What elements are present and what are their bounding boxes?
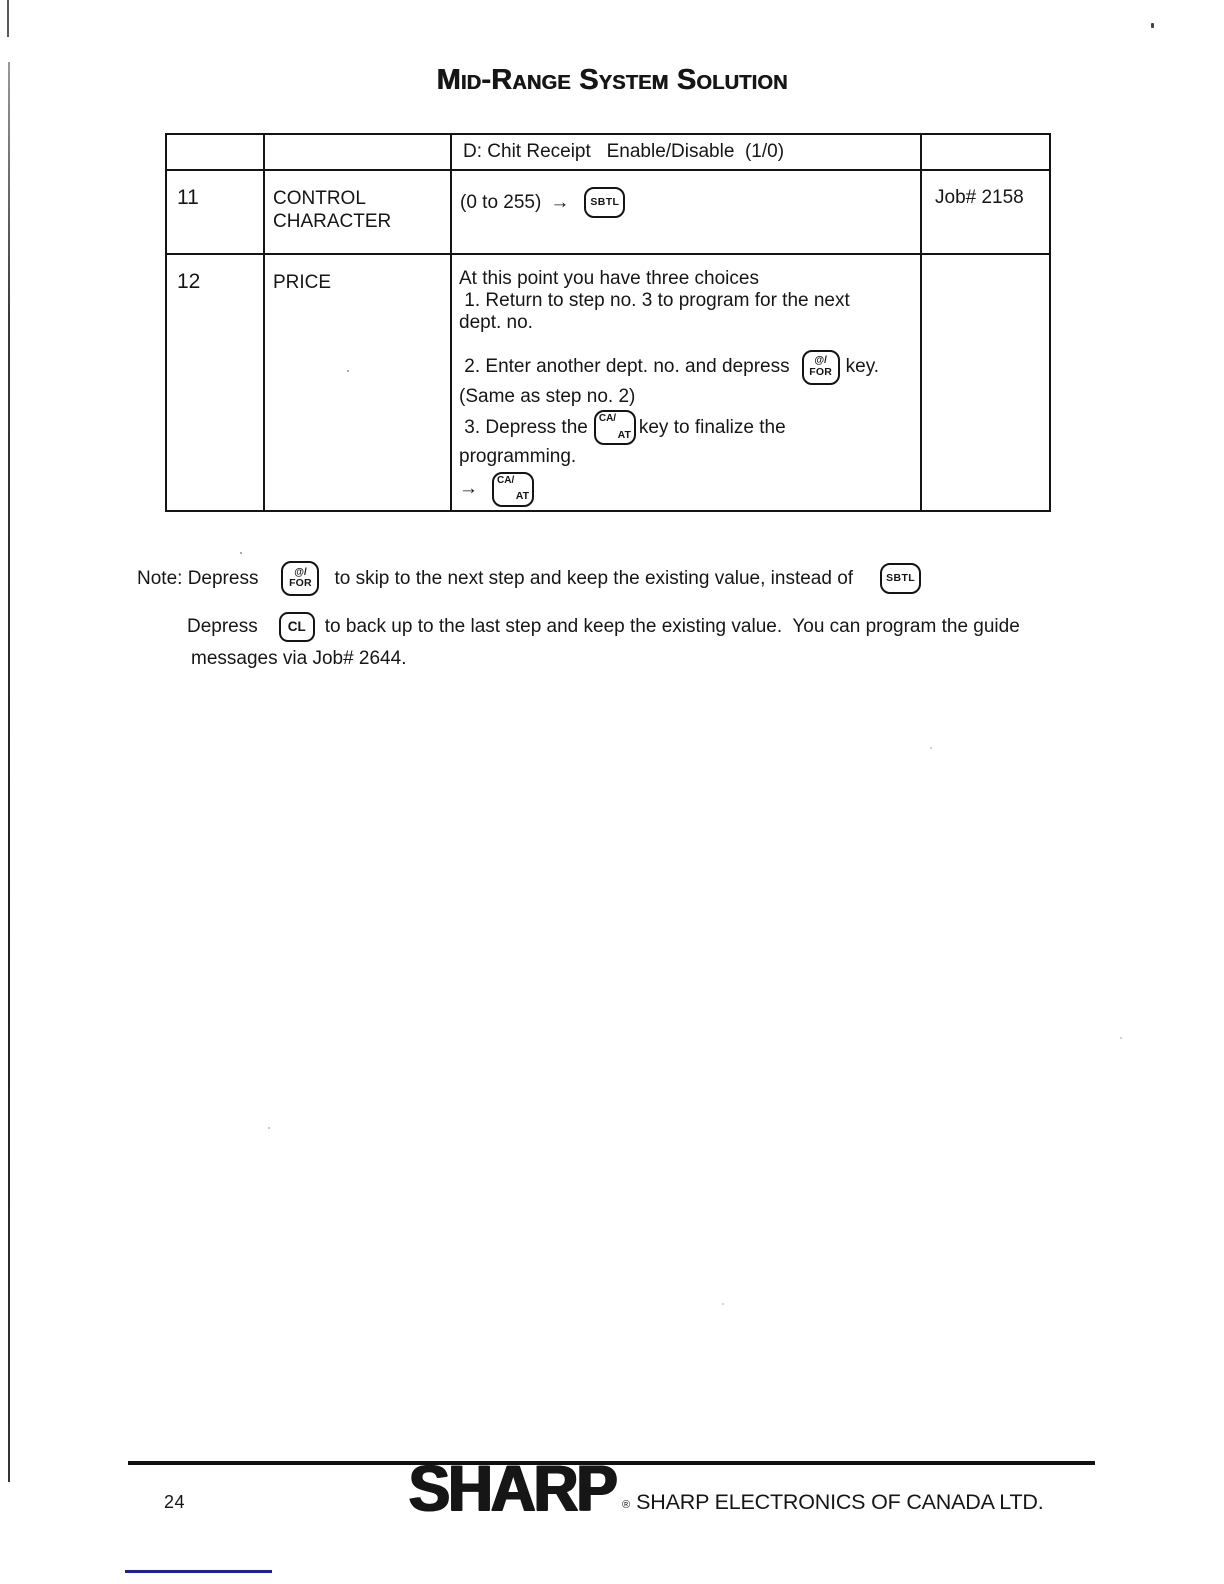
job-number-cell — [922, 171, 1049, 255]
sbtl-key-label: SBTL — [886, 571, 916, 584]
sharp-logo: SHARP — [408, 1453, 616, 1526]
footer-brand — [408, 1453, 1044, 1526]
cl-key — [279, 612, 315, 642]
ca-at-key — [594, 410, 636, 445]
at-for-key-top-label: @/ — [294, 566, 307, 578]
at-for-key-top-label: @/ — [814, 355, 827, 367]
step-name-cell — [265, 171, 452, 255]
procedure-text: 1. Return to step no. 3 to program for the next — [459, 290, 850, 311]
step-name-line: CHARACTER — [273, 211, 392, 232]
procedure-text: (Same as step no. 2) — [459, 386, 636, 407]
step-number: 11 — [177, 186, 199, 209]
ca-at-key-top-label: CA/ — [497, 474, 515, 486]
procedure-text: key to finalize the — [638, 416, 786, 438]
scan-speck — [722, 1303, 724, 1305]
sbtl-key — [584, 187, 625, 218]
procedure-text: 3. Depress the — [459, 416, 588, 438]
scan-edge-artifact — [8, 62, 10, 1482]
value-range: (0 to 255) — [460, 191, 542, 213]
scan-speck — [1151, 23, 1154, 28]
registered-trademark-icon: ® — [622, 1499, 631, 1511]
procedure-text: At this point you have three choices — [459, 268, 759, 289]
at-for-key — [281, 561, 319, 596]
arrow-right: → — [459, 478, 478, 499]
note-line-3 — [191, 648, 406, 670]
procedure-text: programming. — [459, 446, 577, 467]
scan-speck — [268, 1127, 270, 1129]
note-text: to back up to the last step and keep the existing value. You can program the guide — [324, 616, 1020, 637]
step-procedure-cell — [452, 255, 922, 510]
step-number: 12 — [177, 270, 201, 293]
ca-at-key-bottom-label: AT — [617, 428, 631, 441]
table-cell-empty — [922, 135, 1049, 171]
step-name-line: PRICE — [273, 272, 332, 293]
page-number: 24 — [164, 1492, 186, 1512]
scan-edge-artifact — [7, 0, 9, 37]
ca-at-key-bottom-label: AT — [515, 490, 529, 503]
step-name-cell — [265, 255, 452, 510]
procedure-text: key. — [845, 356, 880, 377]
note-label: Note: Depress — [137, 567, 259, 589]
scan-speck — [930, 747, 932, 749]
page-title: Mid-Range System Solution — [436, 64, 788, 96]
cl-key-label: CL — [287, 618, 306, 634]
procedure-text: 2. Enter another dept. no. and depress — [459, 356, 790, 377]
sbtl-key — [880, 563, 921, 594]
company-name: SHARP ELECTRONICS OF CANADA LTD. — [636, 1490, 1044, 1514]
scan-speck — [1120, 1037, 1122, 1039]
note-label: Depress — [187, 616, 258, 637]
note-text: to skip to the next step and keep the existing value, instead of — [334, 567, 854, 589]
ca-at-key-top-label: CA/ — [598, 413, 617, 424]
arrow-right: → — [550, 191, 570, 213]
program-steps-table — [165, 133, 1051, 512]
step-procedure-cell — [452, 171, 922, 255]
note-text: messages via Job# 2644. — [191, 648, 407, 669]
scan-speck — [240, 552, 242, 554]
chit-receipt-option-cell — [452, 135, 922, 171]
step-number-cell — [167, 255, 265, 510]
note-line-1 — [137, 561, 921, 596]
sbtl-key-label: SBTL — [590, 195, 620, 208]
at-for-key — [802, 350, 840, 385]
step-name-line: CONTROL — [273, 188, 366, 209]
table-cell-empty — [167, 135, 265, 171]
note-line-2 — [187, 612, 1020, 642]
at-for-key-bottom-label: FOR — [289, 577, 312, 590]
table-cell-empty — [922, 255, 1049, 510]
step-number-cell — [167, 171, 265, 255]
bottom-accent-line — [125, 1570, 272, 1573]
at-for-key-bottom-label: FOR — [809, 365, 832, 378]
procedure-text: dept. no. — [459, 312, 533, 333]
table-cell-empty — [265, 135, 452, 171]
job-number: Job# 2158 — [935, 187, 1024, 208]
ca-at-key — [492, 472, 534, 507]
chit-receipt-option-text: D: Chit Receipt Enable/Disable (1/0) — [463, 141, 785, 162]
